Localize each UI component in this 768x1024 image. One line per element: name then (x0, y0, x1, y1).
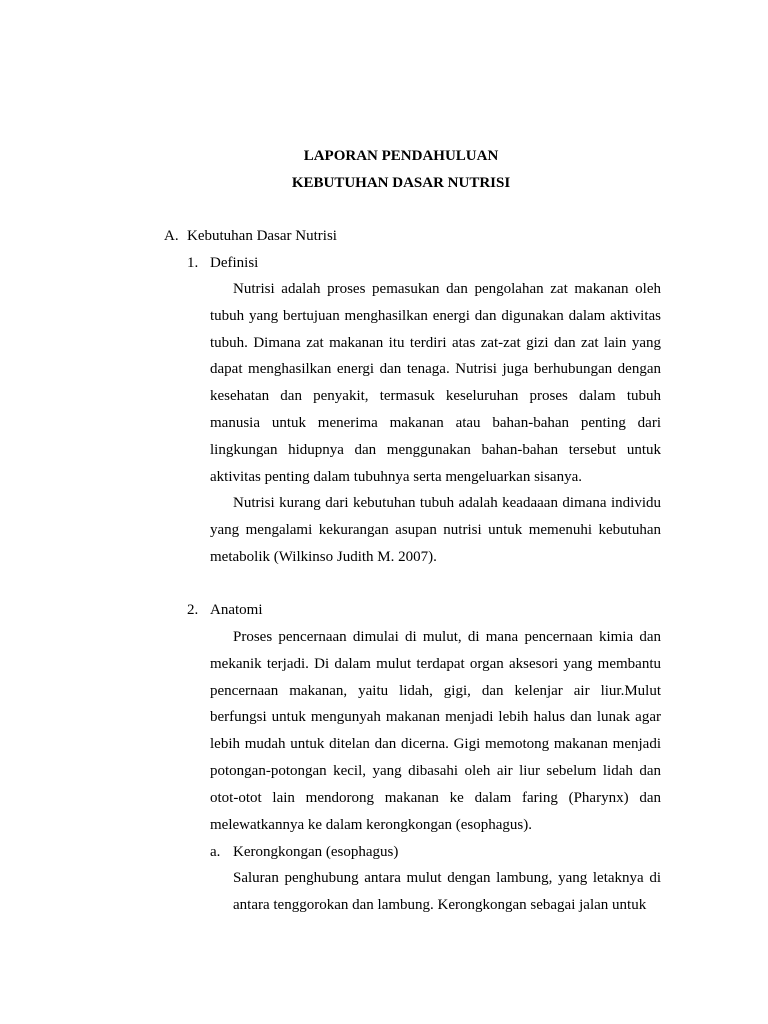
item-1-heading (187, 253, 258, 273)
kerongkongan-paragraph-1: Saluran penghubung antara mulut dengan lambung, yang letaknya di antara tenggorokan dan lambung. Kerongkongan sebagai jalan untuk (233, 870, 661, 913)
item-1-marker: 1. (187, 255, 199, 271)
item-2-marker: 2. (187, 602, 199, 618)
definisi-paragraph-2: Nutrisi kurang dari kebutuhan tubuh adalah keadaaan dimana individu yang mengalami kekurangan asupan nutrisi untuk memenuhi kebutuhan metabolik (Wilkinso Judith M. 2007). (210, 495, 661, 565)
document-subtitle: KEBUTUHAN DASAR NUTRISI (291, 175, 511, 191)
sub-a-label: Kerongkongan (esophagus) (233, 844, 399, 860)
section-a-heading (164, 226, 337, 246)
definisi-paragraph-1: Nutrisi adalah proses pemasukan dan pengolahan zat makanan oleh tubuh yang bertujuan menghasilkan energi dan digunakan dalam aktivitas tubuh. Dimana zat makanan itu terdiri atas zat-zat gizi dan zat lain yang dapat menghasilkan energi dan tenaga. Nutrisi juga berhubungan dengan kesehatan dan penyakit, termasuk keseluruhan proses dalam tubuh manusia untuk menerima makanan atau bahan-bahan penting dari lingkungan hidupnya dan menggunakan bahan-bahan tersebut untuk aktivitas penting dalam tubuhnya serta mengeluarkan sisanya. (210, 281, 661, 485)
section-a-marker: A. (164, 228, 179, 244)
document-title: LAPORAN PENDAHULUAN (303, 148, 499, 164)
sub-a-marker: a. (210, 844, 221, 860)
section-a-label: Kebutuhan Dasar Nutrisi (187, 228, 337, 244)
anatomi-paragraph-1: Proses pencernaan dimulai di mulut, di mana pencernaan kimia dan mekanik terjadi. Di dalam mulut terdapat organ aksesori yang membantu pencernaan makanan, yaitu lidah, gigi, dan kelenjar air liur.Mulut berfungsi untuk mengunyah makanan menjadi lebih halus dan lunak agar lebih mudah untuk ditelan dan dicerna. Gigi memotong makanan menjadi potongan-potongan kecil, yang dibasahi oleh air liur sebelum lidah dan otot-otot lain mendorong makanan ke dalam faring (Pharynx) dan melewatkannya ke dalam kerongkongan (esophagus). (210, 629, 661, 833)
sub-a-heading (210, 842, 398, 862)
item-2-heading (187, 600, 263, 620)
item-2-label: Anatomi (210, 602, 263, 618)
item-1-label: Definisi (210, 255, 259, 271)
